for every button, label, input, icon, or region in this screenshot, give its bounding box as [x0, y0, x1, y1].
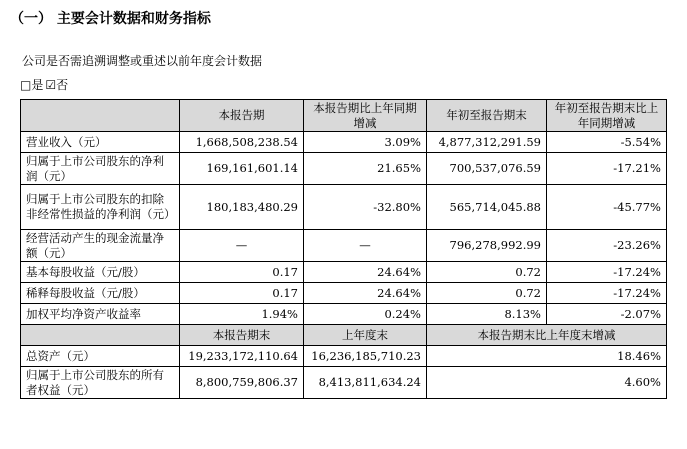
value-cell: 0.17	[180, 283, 304, 304]
value-cell: 565,714,045.88	[427, 185, 547, 230]
value-cell: 21.65%	[304, 153, 427, 185]
value-cell: 4.60%	[427, 367, 667, 399]
value-cell: 8,800,759,806.37	[180, 367, 304, 399]
value-cell: 16,236,185,710.23	[304, 346, 427, 367]
row-label: 归属于上市公司股东的所有者权益（元）	[21, 367, 180, 399]
row-label: 基本每股收益（元/股）	[21, 262, 180, 283]
table-row	[21, 153, 667, 185]
value-cell: 4,877,312,291.59	[427, 132, 547, 153]
value-cell: 24.64%	[304, 283, 427, 304]
restatement-options	[20, 77, 70, 93]
row-label: 营业收入（元）	[21, 132, 180, 153]
option-no[interactable]: ☑否	[45, 78, 69, 92]
value-cell: 1.94%	[180, 304, 304, 325]
row-label: 总资产（元）	[21, 346, 180, 367]
value-cell: 169,161,601.14	[180, 153, 304, 185]
header-ytd-yoy: 年初至报告期末比上年同期增减	[547, 100, 667, 132]
header-period-end: 本报告期末	[180, 325, 304, 346]
value-cell: 0.24%	[304, 304, 427, 325]
value-cell: -2.07%	[547, 304, 667, 325]
row-label: 稀释每股收益（元/股）	[21, 283, 180, 304]
value-cell: 8,413,811,634.24	[304, 367, 427, 399]
value-cell: 700,537,076.59	[427, 153, 547, 185]
value-cell: 3.09%	[304, 132, 427, 153]
restatement-question: 公司是否需追溯调整或重述以前年度会计数据	[22, 54, 263, 68]
header-blank-cell	[21, 325, 180, 346]
financial-indicators-table	[20, 99, 667, 399]
row-label: 归属于上市公司股东的扣除非经常性损益的净利润（元）	[21, 185, 180, 230]
value-cell: -23.26%	[547, 230, 667, 262]
value-cell: 180,183,480.29	[180, 185, 304, 230]
header-current-period-yoy: 本报告期比上年同期增减	[304, 100, 427, 132]
value-cell: 8.13%	[427, 304, 547, 325]
table-row	[21, 283, 667, 304]
value-cell: -45.77%	[547, 185, 667, 230]
header-current-period: 本报告期	[180, 100, 304, 132]
value-cell: 24.64%	[304, 262, 427, 283]
table-row	[21, 132, 667, 153]
value-cell: -5.54%	[547, 132, 667, 153]
table1-header-row	[21, 100, 667, 132]
row-label: 归属于上市公司股东的净利润（元）	[21, 153, 180, 185]
value-cell: 796,278,992.99	[427, 230, 547, 262]
value-cell: 0.72	[427, 262, 547, 283]
value-cell: —	[180, 230, 304, 262]
table-row	[21, 346, 667, 367]
table-row	[21, 230, 667, 262]
header-ytd: 年初至报告期末	[427, 100, 547, 132]
value-cell: -17.24%	[547, 262, 667, 283]
value-cell: 19,233,172,110.64	[180, 346, 304, 367]
option-yes[interactable]: □是	[20, 78, 44, 92]
value-cell: -32.80%	[304, 185, 427, 230]
value-cell: —	[304, 230, 427, 262]
value-cell: -17.21%	[547, 153, 667, 185]
row-label: 经营活动产生的现金流量净额（元）	[21, 230, 180, 262]
value-cell: 0.72	[427, 283, 547, 304]
table-row	[21, 367, 667, 399]
header-prior-year-end: 上年度末	[304, 325, 427, 346]
value-cell: 18.46%	[427, 346, 667, 367]
header-blank-cell	[21, 100, 180, 132]
value-cell: 1,668,508,238.54	[180, 132, 304, 153]
section-heading: （一） 主要会计数据和财务指标	[10, 11, 211, 27]
value-cell: -17.24%	[547, 283, 667, 304]
table-row	[21, 185, 667, 230]
table-row	[21, 262, 667, 283]
value-cell: 0.17	[180, 262, 304, 283]
row-label: 加权平均净资产收益率	[21, 304, 180, 325]
table2-header-row	[21, 325, 667, 346]
table-row	[21, 304, 667, 325]
header-change-vs-prior-year-end: 本报告期末比上年度末增减	[427, 325, 667, 346]
